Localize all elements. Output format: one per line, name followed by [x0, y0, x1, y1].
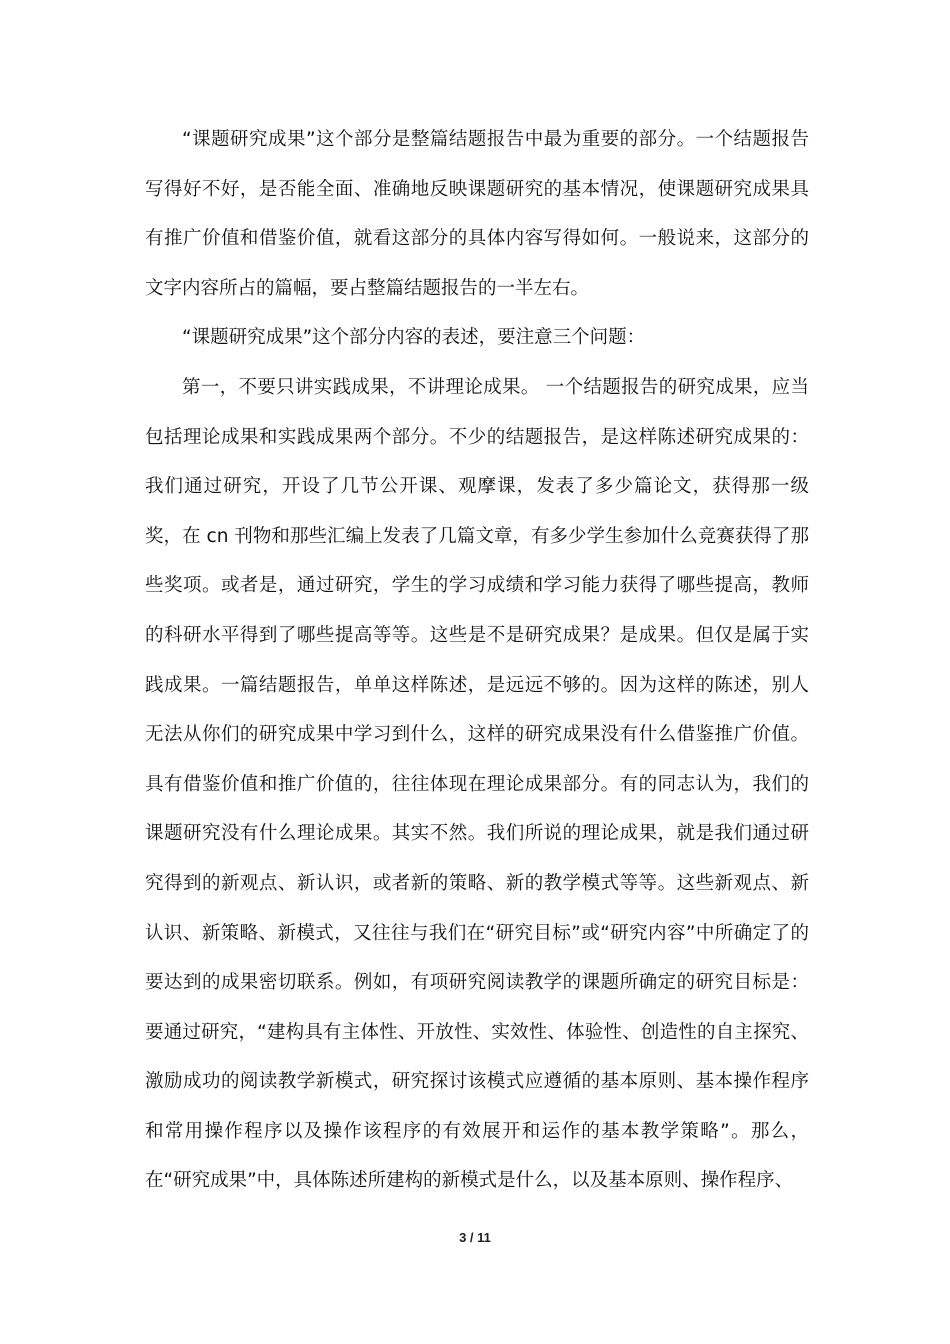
- paragraph-research-results-importance: “课题研究成果”这个部分是整篇结题报告中最为重要的部分。一个结题报告写得好不好，是否能全面、准确地反映课题研究的基本情况，使课题研究成果具有推广价值和借鉴价值，就看这部分的具体内容写得如何。一般说来，这部分的文字内容所占的篇幅，要占整篇结题报告的一半左右。: [145, 129, 809, 299]
- page-number: 3 / 11: [459, 1230, 491, 1245]
- document-body: [145, 115, 809, 1206]
- paragraph-three-issues-intro: “课题研究成果”这个部分内容的表述，要注意三个问题：: [182, 327, 646, 349]
- paragraph-issue-one: 第一，不要只讲实践成果，不讲理论成果。 一个结题报告的研究成果，应当包括理论成果和实践成果两个部分。不少的结题报告，是这样陈述研究成果的：我们通过研究，开设了几节公开课、观摩课，发表了多少篇论文，获得那一级奖，在 cn 刊物和那些汇编上发表了几篇文章，有多少学生参加什么竞赛获得了那些奖项。或者是，通过研究，学生的学习成绩和学习能力获得了哪些提高，教师的科研水平得到了哪些提高等等。这些是不是研究成果？是成果。但仅是属于实践成果。一篇结题报告，单单这样陈述，是远远不够的。因为这样的陈述，别人无法从你们的研究成果中学习到什么，这样的研究成果没有什么借鉴推广价值。具有借鉴价值和推广价值的，往往体现在理论成果部分。有的同志认为，我们的课题研究没有什么理论成果。其实不然。我们所说的理论成果，就是我们通过研究得到的新观点、新认识，或者新的策略、新的教学模式等等。这些新观点、新认识、新策略、新模式，又往往与我们在“研究目标”或“研究内容”中所确定了的要达到的成果密切联系。例如，有项研究阅读教学的课题所确定的研究目标是：要通过研究，“建构具有主体性、开放性、实效性、体验性、创造性的自主探究、激励成功的阅读教学新模式，研究探讨该模式应遵循的基本原则、基本操作程序和常用操作程序以及操作该程序的有效展开和运作的基本教学策略”。那么，在“研究成果”中，具体陈述所建构的新模式是什么，以及基本原则、操作程序、: [145, 376, 809, 1192]
